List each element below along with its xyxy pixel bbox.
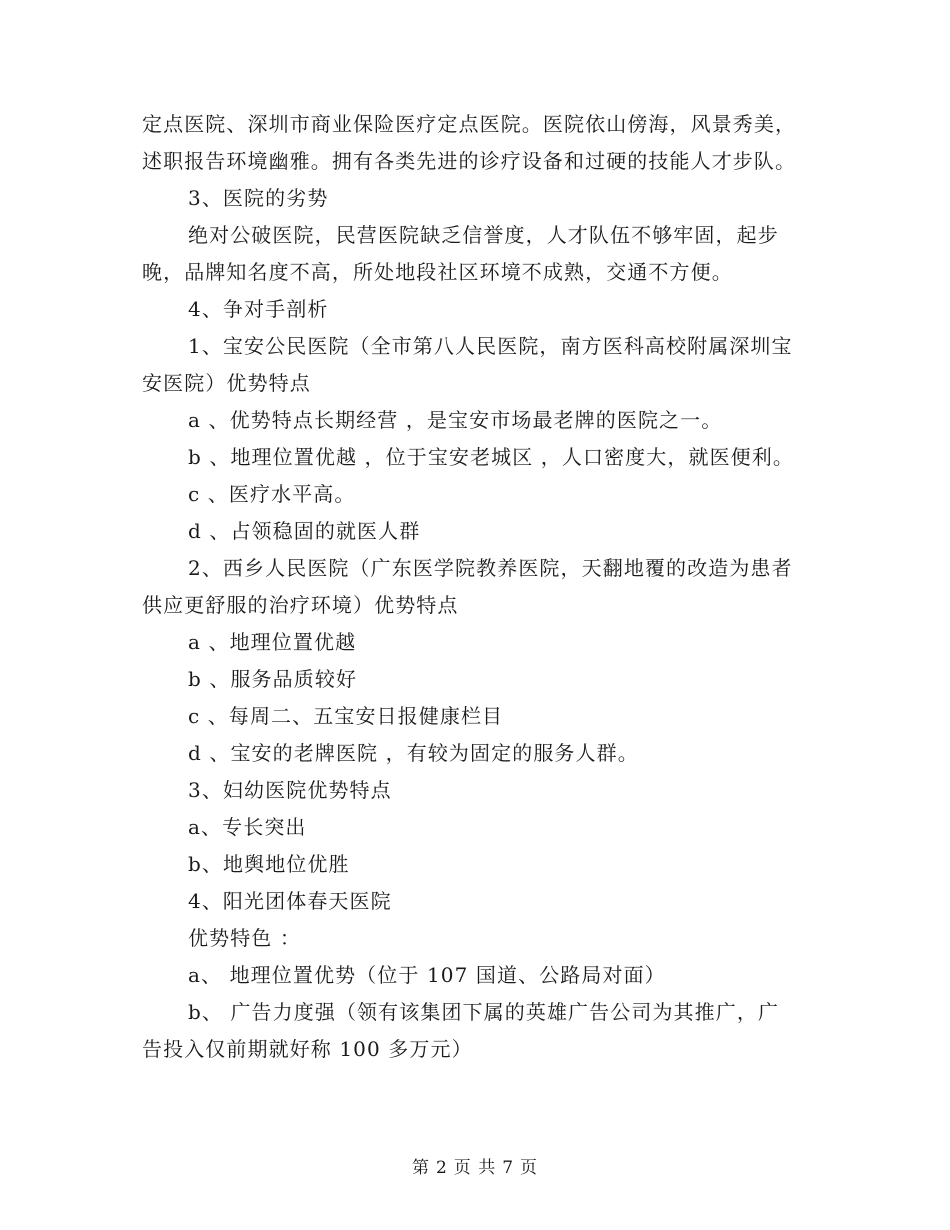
section-heading-competitors: 4、争对手剖析 (188, 297, 329, 321)
list-item: a、专长突出 (188, 815, 307, 839)
body-line-1: 定点医院、深圳市商业保险医疗定点医院。医院依山傍海，风景秀美， (142, 112, 797, 136)
body-line-4: 绝对公破医院，民营医院缺乏信誉度，人才队伍不够牢固，起步 (188, 223, 779, 247)
competitor-heading-1: 1、宝安公民医院（全市第八人民医院，南方医科高校附属深圳宝 (188, 334, 793, 358)
list-item-cont: 告投入仅前期就好称 100 多万元） (142, 1037, 473, 1061)
list-item: b 、服务品质较好 (188, 667, 358, 691)
body-line-5: 晚，品牌知名度不高，所处地段社区环境不成熟，交通不方便。 (142, 260, 733, 284)
page-footer (0, 1153, 950, 1178)
list-item: a 、优势特点长期经营 ，是宝安市场最老牌的医院之一。 (188, 408, 723, 432)
footer-suffix: 页 (520, 1158, 539, 1178)
list-item: c 、每周二、五宝安日报健康栏目 (188, 704, 504, 728)
competitor-heading-1-cont: 安医院）优势特点 (142, 371, 311, 395)
section-heading-weakness: 3、医院的劣势 (188, 186, 329, 210)
footer-middle: 页 共 (453, 1158, 497, 1178)
body-line-2: 述职报告环境幽雅。拥有各类先进的诊疗设备和过硬的技能人才步队。 (142, 149, 797, 173)
list-item: c 、医疗水平高。 (188, 482, 356, 506)
list-item: d 、宝安的老牌医院 ，有较为固定的服务人群。 (188, 741, 639, 765)
list-item: b、 广告力度强（领有该集团下属的英雄广告公司为其推广，广 (188, 1000, 780, 1024)
footer-prefix: 第 (411, 1158, 430, 1178)
competitor-heading-4: 4、阳光团体春天医院 (188, 889, 392, 913)
competitor-heading-2: 2、西乡人民医院（广东医学院教养医院，天翻地覆的改造为患者 (188, 556, 793, 580)
document-body (142, 106, 810, 1068)
footer-page-number: 2 (435, 1158, 448, 1178)
list-item: b、地舆地位优胜 (188, 852, 350, 876)
list-item: a 、地理位置优越 (188, 630, 357, 654)
competitor-heading-3: 3、妇幼医院优势特点 (188, 778, 392, 802)
advantage-label: 优势特色 ： (188, 926, 301, 950)
competitor-heading-2-cont: 供应更舒服的治疗环境）优势特点 (142, 593, 459, 617)
list-item: a、 地理位置优势（位于 107 国道、公路局对面） (188, 963, 666, 987)
list-item: d 、占领稳固的就医人群 (188, 519, 421, 543)
list-item: b 、地理位置优越 ，位于宝安老城区 ，人口密度大，就医便利。 (188, 445, 794, 469)
footer-total-pages: 7 (502, 1158, 515, 1178)
